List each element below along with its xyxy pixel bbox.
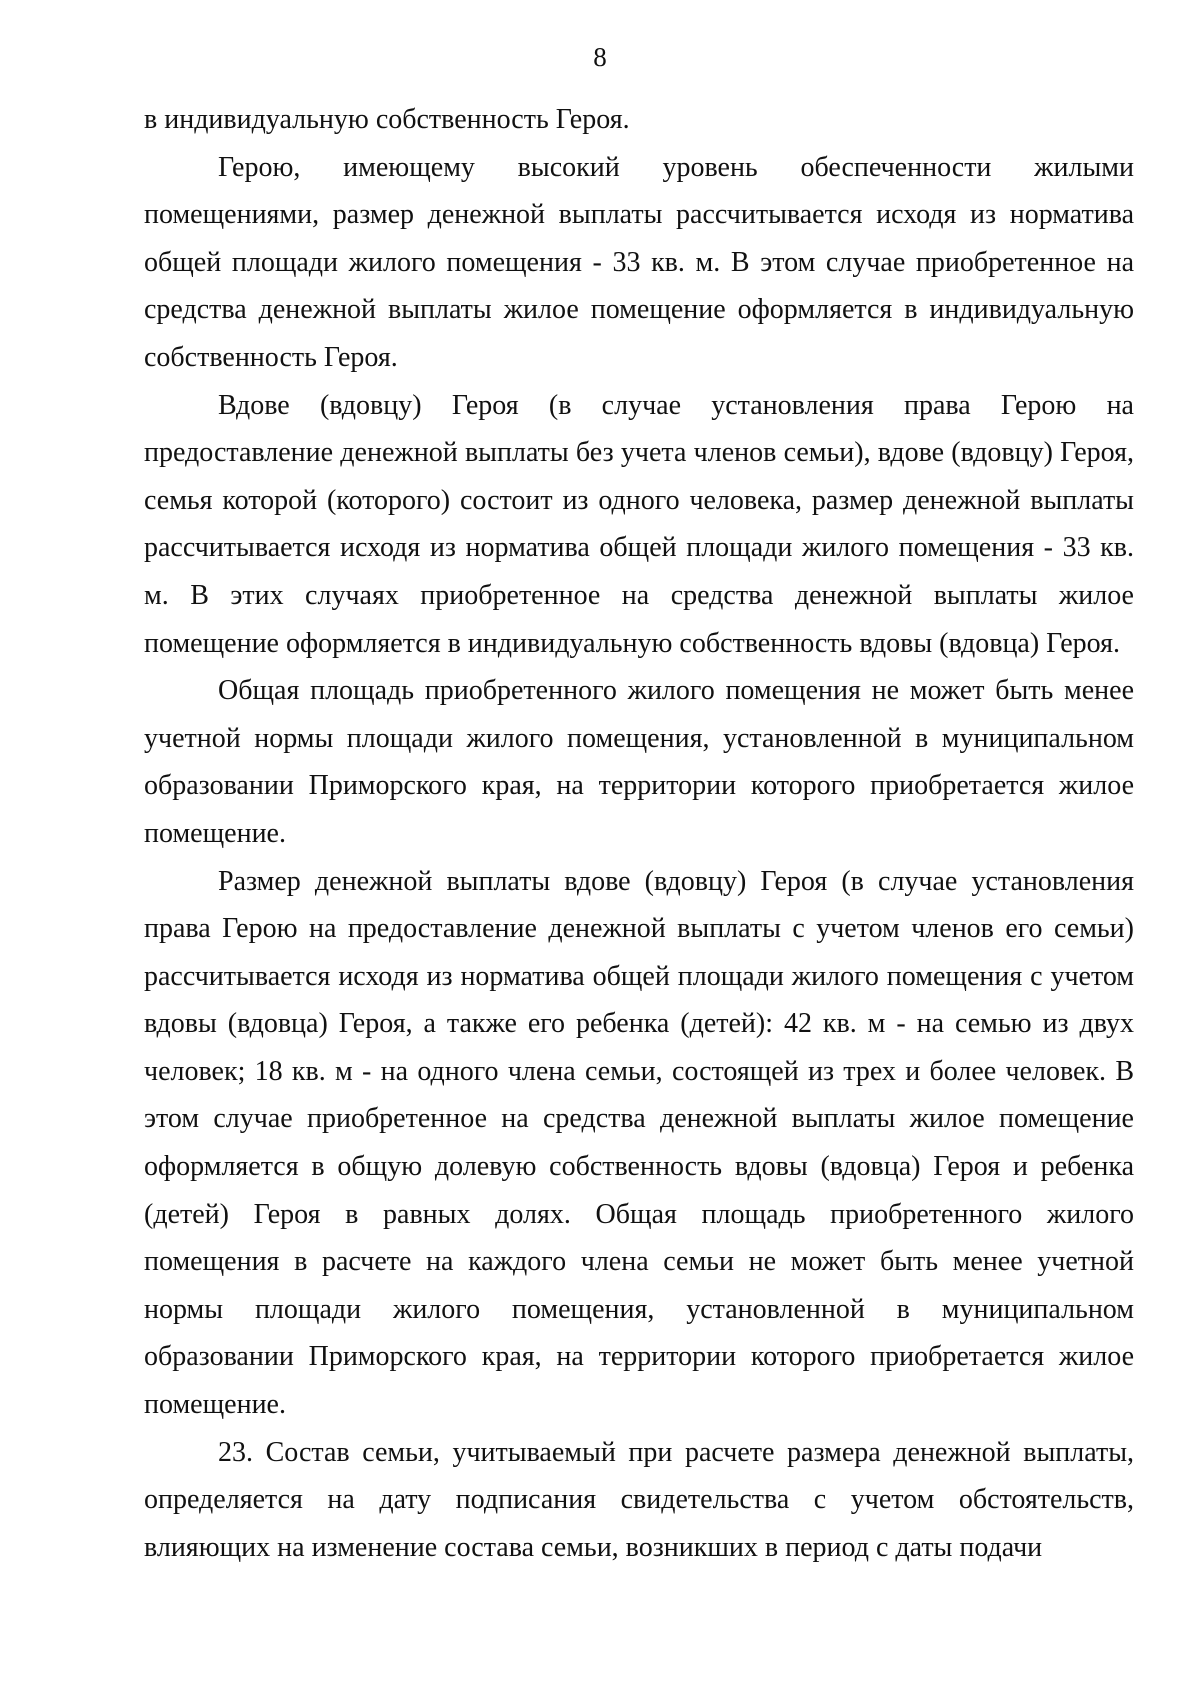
- paragraph-item-23: 23. Состав семьи, учитываемый при расчете размера денежной выплаты, определяется на дату подписания свидетельства с учетом обстоятельств, влияющих на изменение состава семьи, возникших в период с даты подачи: [144, 1436, 1134, 1563]
- document-body: [144, 96, 1134, 1571]
- paragraph-minimum-area: Общая площадь приобретенного жилого помещения не может быть менее учетной нормы площади жилого помещения, установленной в муниципальном образовании Приморского края, на территории которого приобретается жилое помещение.: [144, 675, 1134, 849]
- paragraph-widow-family: Размер денежной выплаты вдове (вдовцу) Героя (в случае установления права Герою на предоставление денежной выплаты с учетом членов его семьи) рассчитывается исходя из норматива общей площади жилого помещения с учетом вдовы (вдовца) Героя, а также его ребенка (детей): 42 кв. м - на семью из двух человек; 18 кв. м - на одного члена семьи, состоящей из трех и более человек. В этом случае приобретенное на средства денежной выплаты жилое помещение оформляется в общую долевую собственность вдовы (вдовца) Героя и ребенка (детей) Героя в равных долях. Общая площадь приобретенного жилого помещения в расчете на каждого члена семьи не может быть менее учетной нормы площади жилого помещения, установленной в муниципальном образовании Приморского края, на территории которого приобретается жилое помещение.: [144, 865, 1134, 1421]
- paragraph-widow-single: Вдове (вдовцу) Героя (в случае установления права Герою на предоставление денежной выплаты без учета членов семьи), вдове (вдовцу) Героя, семья которой (которого) состоит из одного человека, размер денежной выплаты рассчитывается исходя из норматива общей площади жилого помещения - 33 кв. м. В этих случаях приобретенное на средства денежной выплаты жилое помещение оформляется в индивидуальную собственность вдовы (вдовца) Героя.: [144, 389, 1134, 659]
- paragraph-continuation: в индивидуальную собственность Героя.: [144, 104, 630, 135]
- page-number: 8: [593, 42, 607, 72]
- paragraph-hero-high-provision: Герою, имеющему высокий уровень обеспеченности жилыми помещениями, размер денежной выплаты рассчитывается исходя из норматива общей площади жилого помещения - 33 кв. м. В этом случае приобретенное на средства денежной выплаты жилое помещение оформляется в индивидуальную собственность Героя.: [144, 151, 1134, 373]
